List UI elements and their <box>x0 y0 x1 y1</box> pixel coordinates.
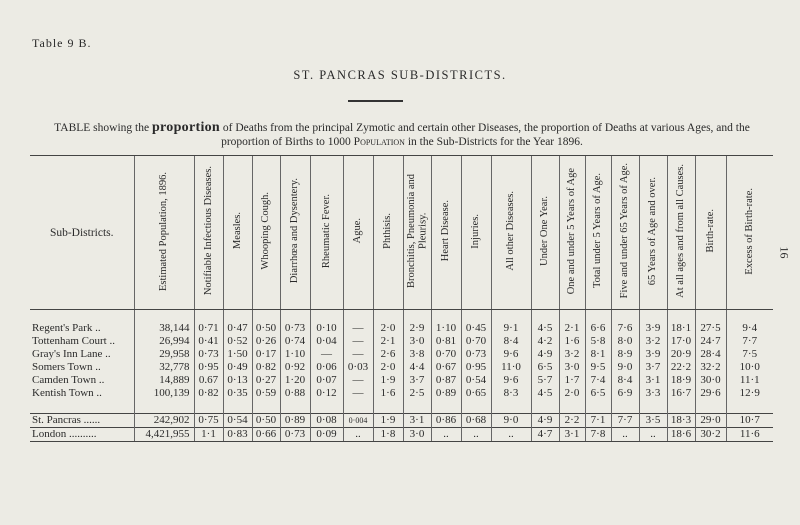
table-cell: 3·5 <box>639 414 667 428</box>
table-cell: 0·13 <box>223 374 252 387</box>
table-cell: 27·5 <box>695 310 726 336</box>
table-cell: 14,889 <box>134 374 194 387</box>
table-cell: 17·0 <box>667 335 695 348</box>
column-header: One and under 5 Years of Age <box>559 156 585 310</box>
table-cell: 0·45 <box>461 310 491 336</box>
table-cell: 3·1 <box>639 374 667 387</box>
table-cell: 8·4 <box>491 335 531 348</box>
column-header: Notifiable Infectious Diseases. <box>194 156 223 310</box>
table-label: Table 9 B. <box>32 36 92 50</box>
table-cell: 1·8 <box>373 428 403 442</box>
table-cell: 11·0 <box>491 361 531 374</box>
table-cell: 0·70 <box>431 348 461 361</box>
table-cell: 0·81 <box>431 335 461 348</box>
table-cell: 0·50 <box>252 414 280 428</box>
caption-smallcaps: Population <box>353 136 405 148</box>
table-cell: 26,994 <box>134 335 194 348</box>
table-cell: 1·6 <box>373 387 403 400</box>
table-cell: 0·10 <box>310 310 343 336</box>
table-cell: 20·9 <box>667 348 695 361</box>
table-cell: 0·71 <box>194 310 223 336</box>
table-cell: 0·89 <box>431 387 461 400</box>
table-row <box>30 348 773 361</box>
column-header: All other Diseases. <box>491 156 531 310</box>
table-cell: 18·1 <box>667 310 695 336</box>
table-cell: 0·49 <box>223 361 252 374</box>
table-cell: 0·70 <box>461 335 491 348</box>
table-cell: 38,144 <box>134 310 194 336</box>
table-cell: 29·6 <box>695 387 726 400</box>
table-cell: 0·66 <box>252 428 280 442</box>
table-cell: 2·0 <box>373 361 403 374</box>
table-cell: 9·0 <box>491 414 531 428</box>
table-cell: 0·07 <box>310 374 343 387</box>
column-header: 65 Years of Age and over. <box>639 156 667 310</box>
table-cell: 0·35 <box>223 387 252 400</box>
table-cell: 2·0 <box>373 310 403 336</box>
table-row <box>30 361 773 374</box>
column-header: Ague. <box>343 156 373 310</box>
caption-text: in the Sub-Districts for the Year 1896. <box>404 136 583 148</box>
table-cell: 0·54 <box>461 374 491 387</box>
table-cell: 9·5 <box>585 361 611 374</box>
table-cell: 7·7 <box>611 414 639 428</box>
caption-text: TABLE showing the <box>54 122 152 134</box>
table-cell: 0·08 <box>310 414 343 428</box>
table-row <box>30 310 773 336</box>
table-cell: 30·0 <box>695 374 726 387</box>
spacer-row <box>30 400 773 414</box>
caption-text: of Deaths from the principal Zymotic and certain other Diseases, the proportion of Deaths at various Ages, and the proportion of Births to 1000 <box>220 122 750 148</box>
table-cell: 2·1 <box>373 335 403 348</box>
table-cell: 0·52 <box>223 335 252 348</box>
column-header: Measles. <box>223 156 252 310</box>
table-cell: 7·4 <box>585 374 611 387</box>
table-cell: 3·0 <box>559 361 585 374</box>
table-cell: 2·5 <box>403 387 431 400</box>
table-cell: 0·67 <box>431 361 461 374</box>
table-cell: 1·10 <box>431 310 461 336</box>
column-header: Birth-rate. <box>695 156 726 310</box>
table-cell: 242,902 <box>134 414 194 428</box>
column-header: At all ages and from all Causes. <box>667 156 695 310</box>
statistics-table <box>30 155 773 442</box>
table-cell: 6·5 <box>531 361 559 374</box>
table-cell: 8·0 <box>611 335 639 348</box>
table-cell: 0·54 <box>223 414 252 428</box>
column-header: Under One Year. <box>531 156 559 310</box>
table-row <box>30 374 773 387</box>
table-cell: 3·1 <box>559 428 585 442</box>
page-title: ST. PANCRAS SUB-DISTRICTS. <box>293 68 507 82</box>
table-cell: 0·95 <box>461 361 491 374</box>
table-cell: 3·9 <box>639 310 667 336</box>
table-cell: 4·5 <box>531 387 559 400</box>
table-cell: 29·0 <box>695 414 726 428</box>
table-cell: 0·04 <box>310 335 343 348</box>
table-cell: 0·50 <box>252 310 280 336</box>
table-cell: 32·2 <box>695 361 726 374</box>
table-cell: 4·2 <box>531 335 559 348</box>
column-header: Rheumatic Fever. <box>310 156 343 310</box>
table-cell: 2·9 <box>403 310 431 336</box>
table-cell: — <box>343 348 373 361</box>
table-cell: 10·0 <box>726 361 773 374</box>
table-cell: 18·9 <box>667 374 695 387</box>
table-cell: 9·6 <box>491 348 531 361</box>
table-cell: .. <box>431 428 461 442</box>
header-row <box>30 156 773 310</box>
page-number: 16 <box>777 246 792 259</box>
table-cell: 6·6 <box>585 310 611 336</box>
table-cell: 3·0 <box>403 428 431 442</box>
table-cell: 16·7 <box>667 387 695 400</box>
table-cell: 7·8 <box>585 428 611 442</box>
table-cell: 7·6 <box>611 310 639 336</box>
table-cell: 0·74 <box>280 335 310 348</box>
table-cell: 6·9 <box>611 387 639 400</box>
table-cell: 1·9 <box>373 374 403 387</box>
table-cell: 4·5 <box>531 310 559 336</box>
table-cell: 1·1 <box>194 428 223 442</box>
table-cell: London .......... <box>30 428 134 442</box>
table-cell: 0·41 <box>194 335 223 348</box>
table-cell: 1·6 <box>559 335 585 348</box>
table-cell: 8·9 <box>611 348 639 361</box>
table-cell: 0·68 <box>461 414 491 428</box>
column-header: Sub-Districts. <box>30 156 134 310</box>
table-cell: Kentish Town .. <box>32 387 102 399</box>
table-cell: 0·27 <box>252 374 280 387</box>
table-cell: 22·2 <box>667 361 695 374</box>
table-cell: 9·1 <box>491 310 531 336</box>
table-cell: 30·2 <box>695 428 726 442</box>
table-cell: 3·7 <box>639 361 667 374</box>
table-caption <box>32 121 772 149</box>
table-cell: .. <box>461 428 491 442</box>
table-cell: 4·7 <box>531 428 559 442</box>
table-cell: 3·3 <box>639 387 667 400</box>
table-cell: — <box>343 387 373 400</box>
table-cell: 0.67 <box>194 374 223 387</box>
total-row <box>30 414 773 428</box>
table-cell: 0·82 <box>194 387 223 400</box>
table-cell: 0·92 <box>280 361 310 374</box>
table-cell: 10·7 <box>726 414 773 428</box>
table-cell: 1·20 <box>280 374 310 387</box>
table-cell: 4·9 <box>531 414 559 428</box>
column-header: Diarrhœa and Dysentery. <box>280 156 310 310</box>
table-cell: .. <box>343 428 373 442</box>
table-cell: 0·82 <box>252 361 280 374</box>
table-cell: 0·87 <box>431 374 461 387</box>
table-cell: — <box>343 335 373 348</box>
table-cell: 0·65 <box>461 387 491 400</box>
table-cell: 0·09 <box>310 428 343 442</box>
column-header: Total under 5 Years of Age. <box>585 156 611 310</box>
table-cell: 11·1 <box>726 374 773 387</box>
column-header: Whooping Cough. <box>252 156 280 310</box>
table-row <box>30 387 773 400</box>
london-row <box>30 428 773 442</box>
table-cell: 8·1 <box>585 348 611 361</box>
table-cell: 7·5 <box>726 348 773 361</box>
table-cell: 0·004 <box>343 414 373 428</box>
table-cell: 29,958 <box>134 348 194 361</box>
table-cell: 12·9 <box>726 387 773 400</box>
table-cell: 5·8 <box>585 335 611 348</box>
table-cell: 1·50 <box>223 348 252 361</box>
table-cell: 0·86 <box>431 414 461 428</box>
table-cell: 9·6 <box>491 374 531 387</box>
table-cell: 7·7 <box>726 335 773 348</box>
table-cell: 28·4 <box>695 348 726 361</box>
table-cell: 0·73 <box>194 348 223 361</box>
table-cell: 0·26 <box>252 335 280 348</box>
table-cell: 0·73 <box>280 428 310 442</box>
table-cell: 0·06 <box>310 361 343 374</box>
table-cell: Tottenham Court .. <box>32 335 115 347</box>
table-cell: 0·83 <box>223 428 252 442</box>
table-cell: 4·4 <box>403 361 431 374</box>
table-cell: .. <box>491 428 531 442</box>
table-cell: 9·0 <box>611 361 639 374</box>
column-header: Heart Disease. <box>431 156 461 310</box>
table-cell: St. Pancras ...... <box>30 414 134 428</box>
table-cell: Somers Town .. <box>32 361 101 373</box>
column-header: Excess of Birth-rate. <box>726 156 773 310</box>
table-cell: 0·75 <box>194 414 223 428</box>
table-cell: 4,421,955 <box>134 428 194 442</box>
table-cell: 1·9 <box>373 414 403 428</box>
table-cell: — <box>343 374 373 387</box>
table-cell: 0·73 <box>280 310 310 336</box>
caption-emphasis: proportion <box>151 120 221 135</box>
table-cell: 1·7 <box>559 374 585 387</box>
column-header: Phthisis. <box>373 156 403 310</box>
table-cell: 8·4 <box>611 374 639 387</box>
table-cell: 3·1 <box>403 414 431 428</box>
column-header: Injuries. <box>461 156 491 310</box>
table-cell: 2·6 <box>373 348 403 361</box>
table-cell: 3·2 <box>559 348 585 361</box>
table-cell: 7·1 <box>585 414 611 428</box>
table-cell: — <box>310 348 343 361</box>
table-cell: 0·47 <box>223 310 252 336</box>
table-cell: 1·10 <box>280 348 310 361</box>
table-cell: 3·9 <box>639 348 667 361</box>
table-cell: .. <box>611 428 639 442</box>
table-cell: — <box>343 310 373 336</box>
table-cell: 0·73 <box>461 348 491 361</box>
table-cell: 4·9 <box>531 348 559 361</box>
title-rule <box>348 100 403 102</box>
table-cell: 2·2 <box>559 414 585 428</box>
table-cell: Gray's Inn Lane .. <box>32 348 111 360</box>
table-cell: 24·7 <box>695 335 726 348</box>
column-header: Estimated Population, 1896. <box>134 156 194 310</box>
table-cell: 0·03 <box>343 361 373 374</box>
table-cell: 2·0 <box>559 387 585 400</box>
column-header: Five and under 65 Years of Age. <box>611 156 639 310</box>
table-cell: 6·5 <box>585 387 611 400</box>
column-header: Bronchitis, Pneumonia and Pleurisy. <box>403 156 431 310</box>
table-cell: 32,778 <box>134 361 194 374</box>
table-cell: 3·2 <box>639 335 667 348</box>
table-cell: 0·89 <box>280 414 310 428</box>
table-cell: 5·7 <box>531 374 559 387</box>
table-cell: 3·0 <box>403 335 431 348</box>
table-cell: 11·6 <box>726 428 773 442</box>
table-cell: 3·7 <box>403 374 431 387</box>
table-cell: 2·1 <box>559 310 585 336</box>
table-row <box>30 335 773 348</box>
table-cell: 9·4 <box>726 310 773 336</box>
table-cell: Regent's Park .. <box>32 322 101 334</box>
table-cell: 0·12 <box>310 387 343 400</box>
table-cell: 100,139 <box>134 387 194 400</box>
table-cell: 8·3 <box>491 387 531 400</box>
table-cell: 18·3 <box>667 414 695 428</box>
table-cell: 0·95 <box>194 361 223 374</box>
table-cell: Camden Town .. <box>32 374 105 386</box>
table-cell: 18·6 <box>667 428 695 442</box>
table-cell: .. <box>639 428 667 442</box>
table-cell: 0·88 <box>280 387 310 400</box>
table-cell: 0·59 <box>252 387 280 400</box>
table-cell: 3·8 <box>403 348 431 361</box>
table-cell: 0·17 <box>252 348 280 361</box>
